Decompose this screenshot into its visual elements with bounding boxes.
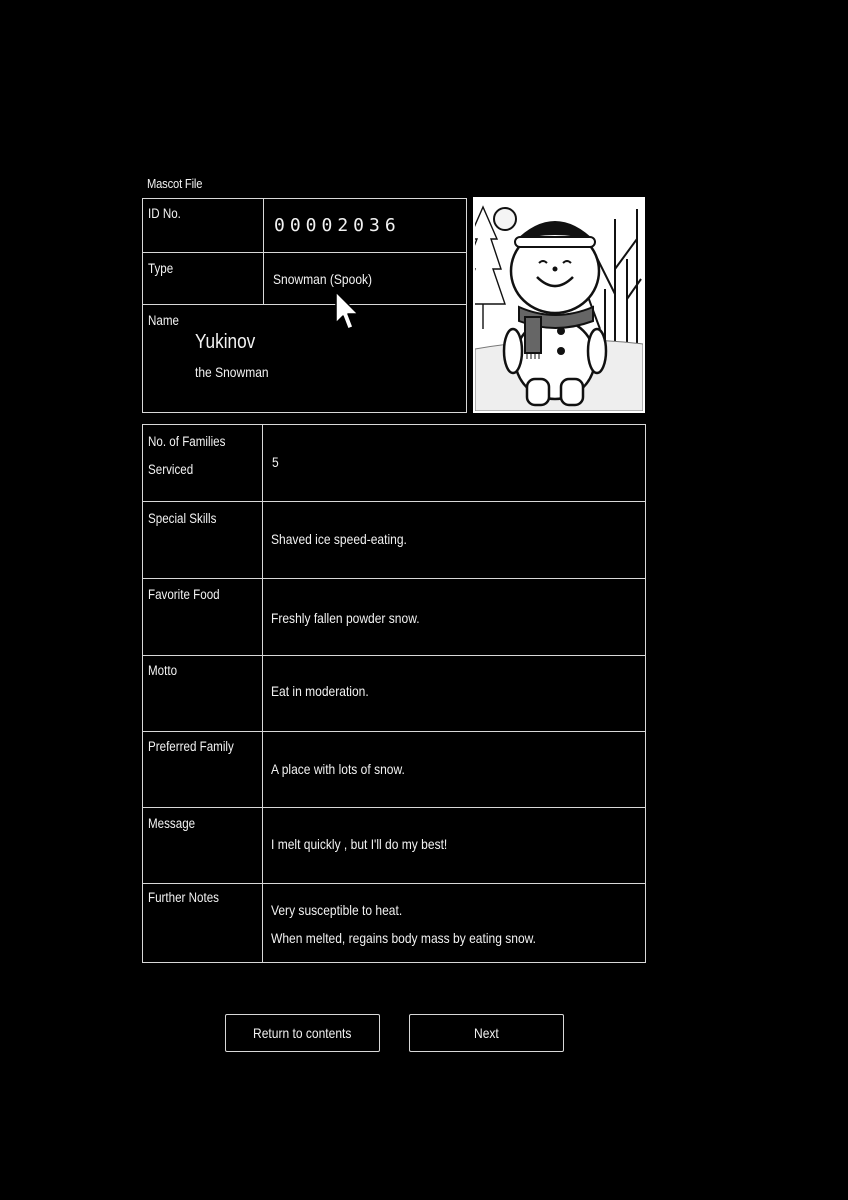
row-divider-5 (143, 807, 645, 808)
next-button-label: Next (474, 1025, 499, 1041)
preferred-family-label: Preferred Family (148, 739, 234, 754)
page-title: Mascot File (147, 176, 203, 191)
profile-divider-2 (143, 304, 466, 305)
profile-box (142, 198, 467, 413)
skills-label: Special Skills (148, 511, 217, 526)
type-label: Type (148, 261, 174, 276)
families-label-line2: Serviced (148, 462, 194, 477)
profile-divider-1 (143, 252, 466, 253)
row-divider-3 (143, 655, 645, 656)
snowman-illustration (475, 199, 643, 411)
type-value: Snowman (Spook) (273, 271, 373, 287)
name-label: Name (148, 313, 179, 328)
families-label-line1: No. of Families (148, 434, 226, 449)
food-label: Favorite Food (148, 587, 220, 602)
preferred-family-value: A place with lots of snow. (271, 761, 405, 777)
notes-value-line2: When melted, regains body mass by eating snow. (271, 930, 537, 946)
row-divider-4 (143, 731, 645, 732)
message-value: I melt quickly , but I'll do my best! (271, 836, 448, 852)
name-primary: Yukinov (195, 331, 256, 353)
families-value: 5 (272, 454, 279, 470)
row-divider-1 (143, 501, 645, 502)
motto-label: Motto (148, 663, 178, 678)
name-secondary: the Snowman (195, 364, 269, 380)
message-label: Message (148, 816, 196, 831)
food-value: Freshly fallen powder snow. (271, 610, 420, 626)
skills-value: Shaved ice speed-eating. (271, 531, 407, 547)
return-button-label: Return to contents (253, 1025, 352, 1041)
notes-label: Further Notes (148, 890, 219, 905)
arrow-cursor-icon (335, 291, 361, 333)
id-label: ID No. (148, 206, 181, 221)
notes-value-line1: Very susceptible to heat. (271, 902, 403, 918)
motto-value: Eat in moderation. (271, 683, 369, 699)
id-value: 00002036 (274, 215, 401, 236)
details-table (142, 424, 646, 963)
return-to-contents-button[interactable] (225, 1014, 380, 1052)
mascot-portrait (473, 197, 645, 413)
row-divider-2 (143, 578, 645, 579)
details-divider-vertical (262, 425, 263, 962)
next-button[interactable] (409, 1014, 564, 1052)
